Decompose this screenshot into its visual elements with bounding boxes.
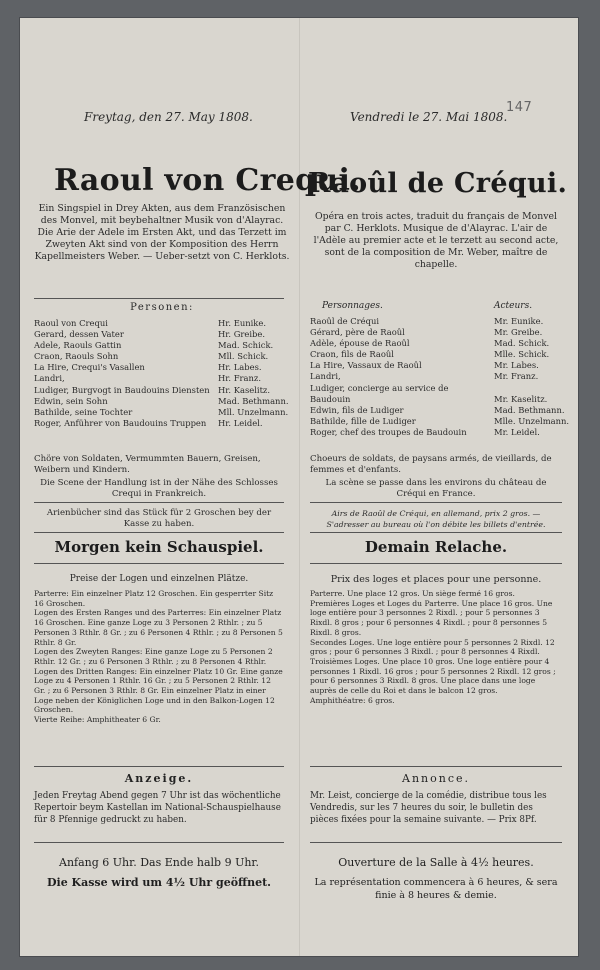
left-time: Anfang 6 Uhr. Das Ende halb 9 Uhr.: [59, 856, 259, 869]
price-item: Logen des Zweyten Ranges: Eine ganze Loge zu 5 Personen 2 Rthlr. 12 Gr. ; zu 6 Personen 3 Rthlr. ; zu 8 Personen 4 Rthlr.: [34, 647, 273, 666]
center-fold: [299, 18, 300, 956]
right-divider: [310, 502, 562, 503]
cast-row: Ludiger, concierge au service de Baudouin Mr. Kaselitz.: [310, 382, 548, 404]
price-item: Secondes Loges. Une loge entière pour 5 personnes 2 Rixdl. 12 gros ; pour 6 personnes 3 Rixdl. ; pour 8 personnes 4 Rixdl.: [310, 637, 555, 657]
right-subtitle: Opéra en trois actes, traduit du français de Monvel par C. Herklots. Musique de d'Alayrac. L'air de l'Adèle au premier acte et le terzett au second acte, sont de la composition de Mr. Weber, maître de chapelle.: [313, 211, 559, 270]
price-item: Premières Loges et Loges du Parterre. Une place 16 gros. Une loge entière pour 3 personnes 2 Rixdl. ; pour 5 personnes 3 Rixdl. 8 gros ; pour 6 personnes 4 Rixdl. ; pour 8 personnes 5 Rixdl. 8 gros.: [310, 598, 553, 637]
price-item: Vierte Reihe: Amphitheater 6 Gr.: [34, 715, 161, 725]
page-number: 147: [506, 100, 533, 115]
cast-row: Edwin, fils de Ludiger Mad. Bethmann.: [310, 404, 565, 415]
left-notice: Jeden Freytag Abend gegen 7 Uhr ist das wöchentliche Repertoir beym Kastellan im National-Schauspielhause für 8 Pfennige gedruckt zu haben.: [34, 791, 281, 825]
cast-row: Adele, Raouls Gattin Mad. Schick.: [34, 340, 274, 351]
left-subtitle: Ein Singspiel in Drey Akten, aus dem Französischen des Monvel, mit beybehaltner Musik von d'Alayrac. Die Arie der Adele im Ersten Akt, und das Terzett im Zweyten Akt sind von der Komposition des Herrn Kapellmeisters Weber. — Ueber-setzt von C. Herklots.: [34, 203, 290, 262]
right-divider: [310, 532, 562, 533]
right-divider: [310, 563, 562, 564]
left-chorus: Chöre von Soldaten, Vermummten Bauern, Greisen, Weibern und Kindern.: [34, 454, 261, 475]
left-divider: [34, 563, 284, 564]
cast-row: Bathilde, seine Tochter Mll. Unzelmann.: [34, 406, 289, 417]
left-arias-note: Arienbücher sind das Stück für 2 Groschen bey der Kasse zu haben.: [46, 508, 272, 529]
left-cast-list: [34, 318, 289, 429]
left-prices-header: Preise der Logen und einzelnen Plätze.: [69, 574, 249, 584]
right-col-roles: Personnages.: [322, 301, 383, 311]
right-time: Ouverture de la Salle à 4½ heures.: [338, 856, 534, 869]
price-item: Amphithéatre: 6 gros.: [310, 695, 395, 705]
cast-row: Raoûl de Créqui Mr. Eunike.: [310, 316, 544, 326]
price-item: Parterre. Une place 12 gros. Un siège fermé 16 gros.: [310, 589, 515, 598]
right-arias-note: Airs de Raoûl de Créqui, en allemand, prix 2 gros. — S'adresser au bureau où l'on débite les billets d'entrée.: [326, 509, 546, 529]
left-divider: [34, 532, 284, 533]
cast-row: Raoul von Crequi Hr. Eunike.: [34, 318, 266, 328]
left-divider: [34, 298, 284, 299]
left-divider: [34, 842, 284, 843]
right-tomorrow-notice: Demain Relache.: [364, 538, 508, 556]
right-divider: [310, 842, 562, 843]
right-notice-header: Annonce.: [402, 772, 470, 785]
left-divider: [34, 766, 284, 767]
price-item: Logen des Ersten Ranges und des Parterres: Ein einzelner Platz 16 Groschen. Eine ganze Loge zu 3 Personen 2 Rthlr. ; zu 5 Personen 3 Rthlr. 8 Gr. ; zu 6 Personen 4 Rthlr. ; zu 8 Personen 5 Rthlr. 8 Gr.: [34, 608, 283, 647]
right-title: Raoûl de Créqui.: [308, 168, 568, 199]
left-title: Raoul von Crequi.: [54, 163, 361, 198]
cast-row: Gérard, père de Raoûl Mr. Greibe.: [310, 327, 543, 338]
left-box-office: Die Kasse wird um 4½ Uhr geöffnet.: [46, 876, 271, 889]
cast-row: Gerard, dessen Vater Hr. Greibe.: [34, 329, 266, 340]
cast-row: Landri, Hr. Franz.: [34, 373, 261, 384]
right-prices-header: Prix des loges et places pour une personne.: [330, 574, 542, 585]
left-prices-list: [34, 589, 284, 725]
cast-row: Roger, chef des troupes de Baudouin Mr. Leidel.: [310, 426, 540, 437]
price-item: Troisièmes Loges. Une place 10 gros. Une loge entière pour 4 personnes 1 Rixdl. 16 gros ; pour 5 personnes 2 Rixdl. 12 gros ; pour 6 personnes 3 Rixdl. 8 gros. Une place dans une loge auprès de celle du Roi et dans le balcon 12 gros.: [310, 656, 556, 696]
left-date: Freytag, den 27. May 1808.: [84, 110, 253, 124]
left-divider: [34, 502, 284, 503]
right-divider: [310, 766, 562, 767]
cast-row: Craon, Raouls Sohn Mll. Schick.: [34, 351, 269, 362]
cast-row: Ludiger, Burgvogt in Baudouins Diensten Hr. Kaselitz.: [34, 384, 271, 395]
cast-row: Adèle, épouse de Raoûl Mad. Schick.: [310, 338, 550, 349]
right-notice: Mr. Leist, concierge de la comédie, distribue tous les Vendredis, sur les 7 heures du soir, le bulletin des pièces fixées pour la semaine suivante. — Prix 8Pf.: [310, 791, 547, 825]
right-col-actors: Acteurs.: [494, 301, 533, 311]
price-item: Parterre: Ein einzelner Platz 12 Groschen. Ein gesperrter Sitz 16 Groschen.: [34, 589, 274, 608]
left-persons-header: Personen:: [130, 302, 194, 313]
price-item: Logen des Dritten Ranges: Ein einzelner Platz 10 Gr. Eine ganze Loge zu 4 Personen 1 Rthlr. 16 Gr. ; zu 5 Personen 2 Rthlr. 12 Gr. ; zu 6 Personen 3 Rthlr. 8 Gr. Ein einzelner Platz in einer Loge neben der Königlichen Loge und in den Balkon-Logen 12 Groschen.: [34, 666, 283, 715]
cast-row: Edwin, sein Sohn Mad. Bethmann.: [34, 395, 289, 406]
playbill-page: [20, 18, 578, 956]
cast-row: Landri, Mr. Franz.: [310, 371, 539, 382]
right-date: Vendredi le 27. Mai 1808.: [350, 110, 508, 124]
cast-row: La Hire, Crequi's Vasallen Hr. Labes.: [34, 362, 262, 373]
cast-row: Bathilde, fille de Ludiger Mlle. Unzelmann.: [310, 415, 570, 426]
right-prices-list: [310, 589, 562, 705]
cast-row: La Hire, Vassaux de Raoûl Mr. Labes.: [310, 360, 539, 371]
right-chorus: Choeurs de soldats, de paysans armés, de vieillards, de femmes et d'enfants.: [310, 454, 552, 475]
cast-row: Roger, Anführer von Baudouins Truppen Hr. Leidel.: [34, 417, 263, 428]
left-tomorrow-notice: Morgen kein Schauspiel.: [54, 538, 264, 556]
right-end-time: La représentation commencera à 6 heures, & sera finie à 8 heures & demie.: [314, 877, 558, 901]
right-cast-list: [310, 316, 570, 438]
right-scene: La scène se passe dans les environs du château de Créqui en France.: [325, 478, 547, 499]
left-notice-header: Anzeige.: [124, 772, 194, 785]
cast-row: Craon, fils de Raoûl Mlle. Schick.: [310, 349, 550, 360]
left-scene: Die Scene der Handlung ist in der Nähe des Schlosses Crequi in Frankreich.: [40, 478, 278, 499]
